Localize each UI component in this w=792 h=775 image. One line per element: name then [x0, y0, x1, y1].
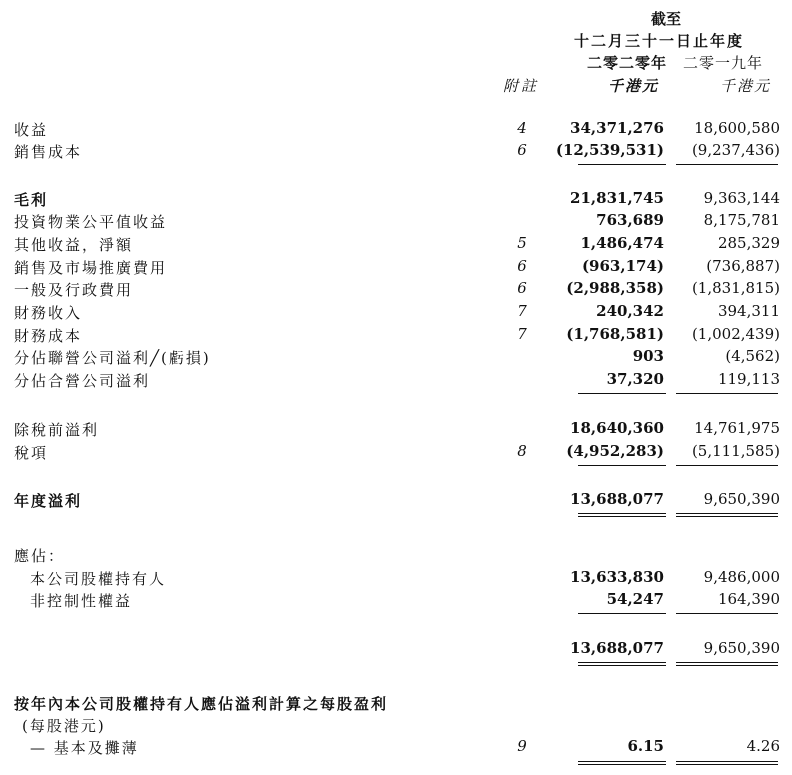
header-unit-2019: 千港元	[720, 77, 772, 95]
row-general-admin	[0, 279, 792, 301]
row-label: 分佔聯營公司溢利╱(虧損)	[14, 349, 211, 367]
row-label: 應佔：	[14, 547, 66, 565]
row-label: 財務收入	[14, 304, 83, 322]
value-2019: 14,761,975	[694, 419, 780, 437]
row-label: 收益	[14, 121, 49, 139]
row-note: 6	[517, 279, 527, 297]
row-note: 4	[517, 119, 527, 137]
row-eps-unit	[0, 715, 792, 737]
value-2019: (1,831,815)	[691, 279, 780, 297]
value-2020: (963,174)	[581, 257, 664, 275]
row-label: 銷售成本	[14, 143, 83, 161]
value-2020: 54,247	[606, 590, 664, 608]
value-2020: 763,689	[596, 211, 664, 229]
value-2020: 37,320	[606, 370, 664, 388]
row-profit-before-tax	[0, 419, 792, 441]
row-profit-for-year	[0, 490, 792, 512]
value-2019: (4,562)	[725, 347, 780, 365]
value-2019: 18,600,580	[694, 119, 780, 137]
row-share-associates	[0, 347, 792, 369]
row-note: 7	[517, 325, 527, 343]
row-label: 投資物業公平值收益	[14, 213, 168, 231]
value-2020: 1,486,474	[580, 234, 664, 252]
value-2020: 13,688,077	[570, 490, 664, 508]
subtotal-rule-2020	[578, 465, 666, 466]
header-unit-2020: 千港元	[608, 77, 660, 95]
subtotal-rule-2020	[578, 613, 666, 614]
row-label: — 基本及攤薄	[30, 739, 139, 757]
value-2019: 8,175,781	[703, 211, 780, 229]
value-2020: 18,640,360	[570, 419, 664, 437]
total-double-rule-2020	[578, 513, 666, 517]
value-2019: 285,329	[717, 234, 780, 252]
row-investment-property-gain	[0, 211, 792, 233]
row-finance-income	[0, 302, 792, 324]
subtotal-rule-2019	[676, 465, 778, 466]
value-2020: 34,371,276	[570, 119, 664, 137]
row-attributable-total	[0, 639, 792, 661]
value-2019: (1,002,439)	[691, 325, 780, 343]
value-2020: (1,768,581)	[566, 325, 664, 343]
row-label: 本公司股權持有人	[30, 570, 167, 588]
total-double-rule-2020	[578, 662, 666, 666]
row-finance-costs	[0, 325, 792, 347]
row-eps-basic-diluted	[0, 737, 792, 759]
header-year-2020: 二零二零年	[587, 54, 668, 72]
row-other-gains	[0, 234, 792, 256]
row-revenue	[0, 119, 792, 141]
subtotal-rule-2020	[578, 393, 666, 394]
total-double-rule-2020	[578, 761, 666, 765]
value-2019: (9,237,436)	[691, 141, 780, 159]
row-non-controlling-interests	[0, 590, 792, 612]
value-2020: 13,688,077	[570, 639, 664, 657]
row-label: (每股港元)	[22, 717, 106, 735]
subtotal-rule-2019	[676, 393, 778, 394]
value-2020: 13,633,830	[570, 568, 664, 586]
row-gross-profit	[0, 189, 792, 211]
header-period-line1: 截至	[651, 10, 682, 28]
row-attributable-heading	[0, 545, 792, 567]
row-label: 財務成本	[14, 327, 83, 345]
value-2019: 4.26	[746, 737, 780, 755]
value-2019: 9,363,144	[703, 189, 780, 207]
subtotal-rule-2019	[676, 164, 778, 165]
row-note: 5	[517, 234, 527, 252]
row-note: 8	[517, 442, 527, 460]
row-selling-marketing	[0, 257, 792, 279]
subtotal-rule-2019	[676, 613, 778, 614]
row-label: 銷售及市場推廣費用	[14, 259, 168, 277]
header-year-2019: 二零一九年	[683, 54, 764, 72]
value-2019: 9,650,390	[703, 490, 780, 508]
row-equity-holders	[0, 568, 792, 590]
row-label: 一般及行政費用	[14, 281, 134, 299]
total-double-rule-2019	[676, 662, 778, 666]
value-2020: 240,342	[596, 302, 664, 320]
total-double-rule-2019	[676, 513, 778, 517]
row-label: 分佔合營公司溢利	[14, 372, 151, 390]
row-label: 非控制性權益	[30, 592, 133, 610]
row-note: 6	[517, 141, 527, 159]
value-2020: 6.15	[627, 737, 664, 755]
row-share-joint-ventures	[0, 370, 792, 392]
value-2020: 903	[632, 347, 664, 365]
value-2020: (2,988,358)	[566, 279, 664, 297]
row-note: 6	[517, 257, 527, 275]
row-label: 按年內本公司股權持有人應佔溢利計算之每股盈利	[14, 695, 389, 713]
total-double-rule-2019	[676, 761, 778, 765]
value-2019: (736,887)	[706, 257, 780, 275]
value-2020: (4,952,283)	[566, 442, 664, 460]
row-label: 毛利	[14, 191, 49, 209]
subtotal-rule-2020	[578, 164, 666, 165]
row-label: 年度溢利	[14, 492, 83, 510]
row-note: 7	[517, 302, 527, 320]
value-2020: (12,539,531)	[555, 141, 664, 159]
value-2019: 9,650,390	[703, 639, 780, 657]
value-2019: (5,111,585)	[691, 442, 780, 460]
row-taxation	[0, 442, 792, 464]
value-2019: 119,113	[717, 370, 780, 388]
value-2019: 9,486,000	[703, 568, 780, 586]
row-label: 除稅前溢利	[14, 421, 100, 439]
row-eps-heading	[0, 693, 792, 715]
value-2019: 394,311	[717, 302, 780, 320]
row-label: 其他收益，淨額	[14, 236, 134, 254]
row-label: 稅項	[14, 444, 49, 462]
header-notes: 附註	[503, 77, 540, 95]
header-period-line2: 十二月三十一日止年度	[574, 32, 745, 50]
value-2020: 21,831,745	[570, 189, 664, 207]
row-note: 9	[517, 737, 527, 755]
value-2019: 164,390	[717, 590, 780, 608]
row-cost-of-sales	[0, 141, 792, 163]
